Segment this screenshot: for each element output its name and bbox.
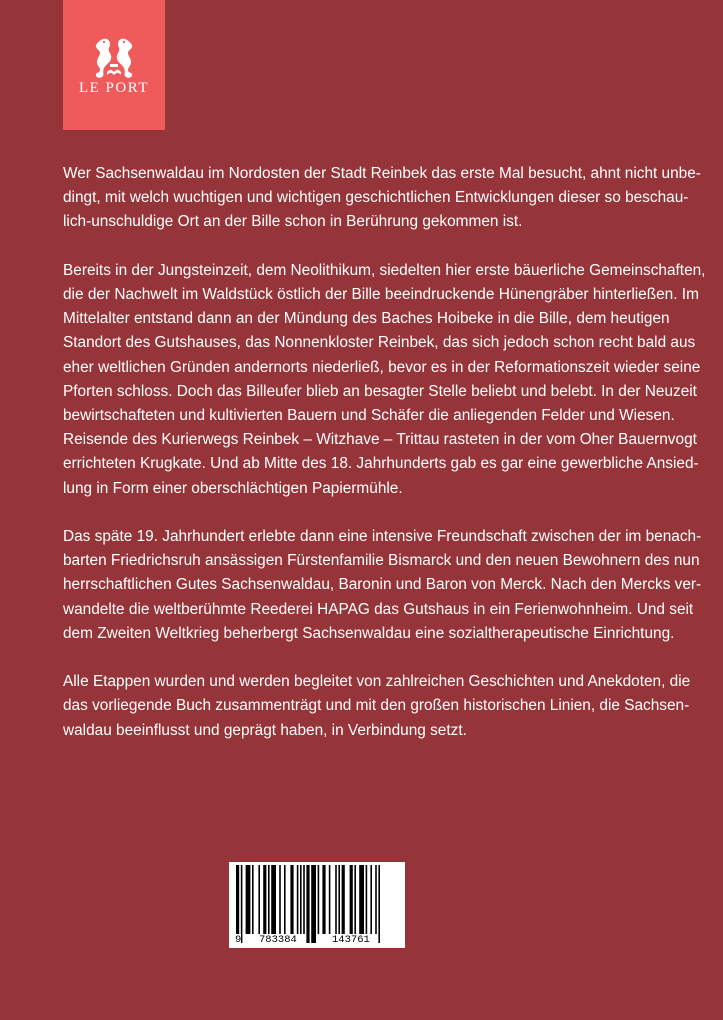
- text-line: eher weltlichen Gründen andernorts niederließ, bevor es in der Reformationszeit wieder seine: [63, 358, 701, 376]
- text-line: Wer Sachsenwaldau im Nordosten der Stadt Reinbek das erste Mal besucht, ahnt nicht unbe-: [63, 165, 701, 182]
- barcode-left-digits: 783384: [253, 934, 303, 946]
- paragraph-1: [63, 162, 701, 235]
- barcode-bar: [370, 865, 372, 934]
- text-line: Das späte 19. Jahrhundert erlebte dann eine intensive Freundschaft zwischen der im benach-: [63, 528, 702, 546]
- text-line: dem Zweiten Weltkrieg beherbergt Sachsenwaldau eine sozialtherapeutische Einrichtung.: [63, 624, 675, 642]
- barcode-bar: [350, 865, 353, 934]
- text-line: die der Nachwelt im Waldstück östlich der Bille beeindruckende Hünengräber hinterließen. Im: [63, 286, 699, 303]
- text-line: Standort des Gutshauses, das Nonnenkloster Reinbek, das sich jedoch schon recht bald aus: [63, 334, 696, 352]
- text-line: Pforten schloss. Doch das Billeufer blieb an besagter Stelle beliebt und belebt. In der Neuzeit: [63, 382, 697, 400]
- barcode-bar: [241, 865, 243, 943]
- text-line: bewirtschafteten und kultivierten Bauern und Schäfer die anliegenden Felder und Wiesen.: [63, 407, 675, 425]
- barcode-bar: [359, 865, 364, 934]
- barcode-bar: [335, 865, 337, 934]
- publisher-name: LE PORT: [78, 80, 150, 96]
- barcode-bar: [354, 865, 356, 934]
- text-line: barten Friedrichsruh ansässigen Fürstenfamilie Bismarck und den neuen Bewohnern des nun: [63, 552, 700, 570]
- publisher-logo: [63, 0, 165, 130]
- barcode-bar: [342, 865, 345, 934]
- barcode-bar: [290, 865, 293, 934]
- text-line: Reisende des Kurierwegs Reinbek – Witzhave – Trittau rasteten in der vom Oher Bauernvogt: [63, 431, 697, 449]
- back-cover-blurb: [63, 162, 706, 767]
- text-line: waldau beeinflusst und geprägt haben, in Verbindung setzt.: [63, 721, 467, 739]
- paragraph-4: [63, 670, 691, 743]
- barcode-bar: [378, 865, 380, 943]
- barcode-bar: [236, 865, 239, 943]
- text-line: Bereits in der Jungsteinzeit, dem Neolithikum, siedelten hier erste bäuerliche Gemeinschaften,: [63, 261, 706, 279]
- barcode-bar: [303, 865, 305, 934]
- barcode-right-digits: 143761: [326, 934, 376, 946]
- barcode-bar: [322, 865, 325, 934]
- text-line: herrschaftlichen Gutes Sachsenwaldau, Baronin und Baron von Merck. Nach den Mercks ver-: [63, 576, 702, 594]
- text-line: dingt, mit welch wuchtigen und wichtigen geschichtlichen Entwicklungen dieser so beschau-: [63, 189, 689, 207]
- text-line: wandelte die weltberühmte Reederei HAPAG das Gutshaus in ein Ferienwohnheim. Und seit: [63, 600, 694, 618]
- paragraph-2: [63, 259, 706, 501]
- barcode-bar: [284, 865, 286, 934]
- barcode-bar: [311, 865, 316, 943]
- text-line: Alle Etappen wurden und werden begleitet von zahlreichen Geschichten und Anekdoten, die: [63, 673, 691, 691]
- text-line: errichteten Krugkate. Und ab Mitte des 18. Jahrhunderts gab es gar eine gewerbliche Ansied-: [63, 455, 699, 473]
- text-line: Mittelalter entstand dann an der Mündung des Baches Hoibeke in die Bille, dem heutigen: [63, 310, 670, 328]
- barcode-bar: [268, 865, 270, 934]
- seahorse-emblem-icon: [89, 36, 139, 82]
- barcode-bar: [300, 865, 302, 934]
- isbn-barcode: [229, 862, 405, 948]
- barcode-bar: [297, 865, 299, 934]
- text-line: lich-unschuldige Ort an der Bille schon in Berührung gekommen ist.: [63, 213, 523, 231]
- barcode-bar: [271, 865, 276, 934]
- barcode-bar: [306, 865, 309, 943]
- barcode-bar: [258, 865, 260, 934]
- text-line: das vorliegende Buch zusammenträgt und mit den großen historischen Linien, die Sachsen-: [63, 697, 690, 715]
- barcode-bar: [246, 865, 251, 934]
- barcode-bar: [279, 865, 281, 934]
- text-line: lung in Form einer oberschlächtigen Papiermühle.: [63, 479, 403, 497]
- barcode-bar: [318, 865, 320, 934]
- barcode-bar: [366, 865, 368, 934]
- barcode-bar: [252, 865, 254, 934]
- barcode-lead-digit: 9: [235, 934, 242, 946]
- barcode-bar: [375, 865, 377, 934]
- barcode-bar: [338, 865, 340, 934]
- barcode-bar: [329, 865, 331, 934]
- barcode-bar: [263, 865, 266, 934]
- paragraph-3: [63, 525, 702, 646]
